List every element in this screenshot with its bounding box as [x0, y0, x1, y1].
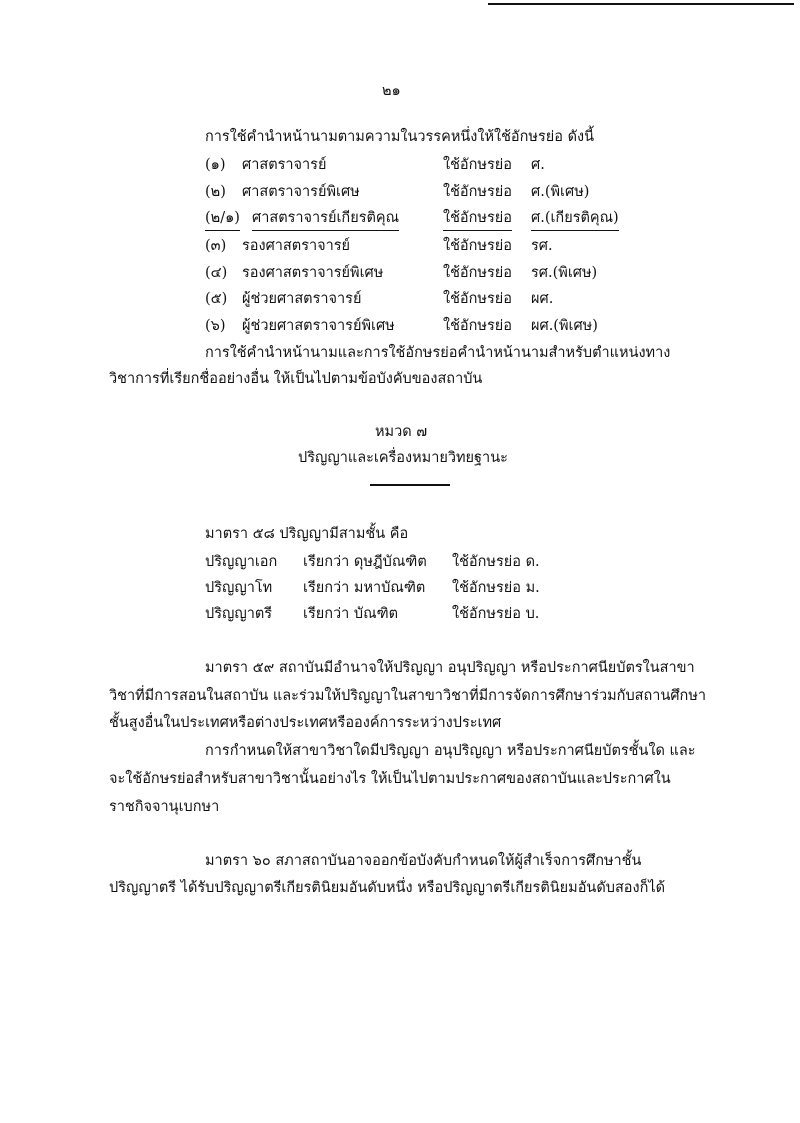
- title-number: (๓): [205, 238, 227, 254]
- chapter-title: หมวด ๗: [375, 424, 428, 440]
- chapter-subtitle: ปริญญาและเครื่องหมายวิทยฐานะ: [298, 450, 508, 466]
- title-use: ใช้อักษรย่อ: [443, 206, 512, 231]
- title-number: (๕): [205, 291, 228, 307]
- title-name: ศาสตราจารย์เกียรติคุณ: [252, 206, 399, 231]
- title-number: (๒): [205, 184, 226, 200]
- title-number: (๔): [205, 265, 228, 281]
- title-name: ผู้ช่วยศาสตราจารย์: [242, 291, 362, 307]
- degree-abbr: ใช้อักษรย่อ ด.: [452, 554, 540, 570]
- section-59-line: ชั้นสูงอื่นในประเทศหรือต่างประเทศหรือองค์การระหว่างประเทศ: [109, 715, 502, 731]
- section-58-heading: มาตรา ๕๘ ปริญญามีสามชั้น คือ: [205, 526, 409, 542]
- degree-called: เรียกว่า มหาบัณฑิต: [303, 580, 426, 596]
- title-use: ใช้อักษรย่อ: [443, 184, 512, 200]
- title-abbr: ผศ.: [531, 291, 554, 307]
- intro-text: การใช้คำนำหน้านามตามความในวรรคหนึ่งให้ใช้อักษรย่อ ดังนี้: [205, 129, 594, 145]
- degree-abbr: ใช้อักษรย่อ ม.: [452, 580, 540, 596]
- title-use: ใช้อักษรย่อ: [443, 318, 512, 334]
- title-name: รองศาสตราจารย์พิเศษ: [242, 265, 384, 281]
- title-use: ใช้อักษรย่อ: [443, 291, 512, 307]
- title-number: (๖): [205, 318, 226, 334]
- title-abbr: ศ.(เกียรติคุณ): [531, 206, 619, 231]
- section-59-line: จะใช้อักษรย่อสำหรับสาขาวิชานั้นอย่างไร ให้เป็นไปตามประกาศของสถาบันและประกาศใน: [109, 771, 671, 787]
- section-60-line: มาตรา ๖๐ สภาสถาบันอาจออกข้อบังคับกำหนดให้ผู้สำเร็จการศึกษาชั้น: [205, 853, 642, 869]
- top-rule: [488, 3, 794, 5]
- degree-level: ปริญญาโท: [205, 580, 273, 596]
- title-abbr: ศ.(พิเศษ): [531, 184, 590, 200]
- degree-abbr: ใช้อักษรย่อ บ.: [452, 606, 540, 622]
- degree-called: เรียกว่า ดุษฎีบัณฑิต: [303, 554, 427, 570]
- title-use: ใช้อักษรย่อ: [443, 157, 512, 173]
- degree-level: ปริญญาเอก: [205, 554, 278, 570]
- chapter-divider: [370, 484, 450, 486]
- title-abbr: รศ.: [531, 238, 553, 254]
- section-59-line: การกำหนดให้สาขาวิชาใดมีปริญญา อนุปริญญา หรือประกาศนียบัตรชั้นใด และ: [205, 743, 696, 759]
- title-number: (๑): [205, 157, 226, 173]
- title-name: ศาสตราจารย์พิเศษ: [242, 184, 360, 200]
- section-59-line: ราชกิจจานุเบกษา: [109, 799, 220, 815]
- title-name: ศาสตราจารย์: [242, 157, 327, 173]
- section-60-line: ปริญญาตรี ได้รับปริญญาตรีเกียรตินิยมอันดับหนึ่ง หรือปริญญาตรีเกียรตินิยมอันดับสองก็ได้: [109, 880, 666, 896]
- title-number: (๒/๑): [205, 206, 240, 231]
- degree-called: เรียกว่า บัณฑิต: [303, 606, 399, 622]
- title-abbr: รศ.(พิเศษ): [531, 265, 598, 281]
- title-abbr: ศ.: [531, 157, 545, 173]
- section-59-line: วิชาที่มีการสอนในสถาบัน และร่วมให้ปริญญาในสาขาวิชาที่มีการจัดการศึกษาร่วมกับสถานศึกษา: [109, 688, 707, 704]
- degree-level: ปริญญาตรี: [205, 606, 273, 622]
- page-number: ๒๑: [382, 83, 401, 99]
- paragraph-line: การใช้คำนำหน้านามและการใช้อักษรย่อคำนำหน้านามสำหรับตำแหน่งทาง: [205, 345, 671, 361]
- title-name: รองศาสตราจารย์: [242, 238, 351, 254]
- section-59-line: มาตรา ๕๙ สถาบันมีอำนาจให้ปริญญา อนุปริญญา หรือประกาศนียบัตรในสาขา: [205, 660, 695, 676]
- title-use: ใช้อักษรย่อ: [443, 238, 512, 254]
- title-use: ใช้อักษรย่อ: [443, 265, 512, 281]
- title-abbr: ผศ.(พิเศษ): [531, 318, 598, 334]
- paragraph-line: วิชาการที่เรียกชื่ออย่างอื่น ให้เป็นไปตามข้อบังคับของสถาบัน: [109, 371, 483, 387]
- title-name: ผู้ช่วยศาสตราจารย์พิเศษ: [242, 318, 395, 334]
